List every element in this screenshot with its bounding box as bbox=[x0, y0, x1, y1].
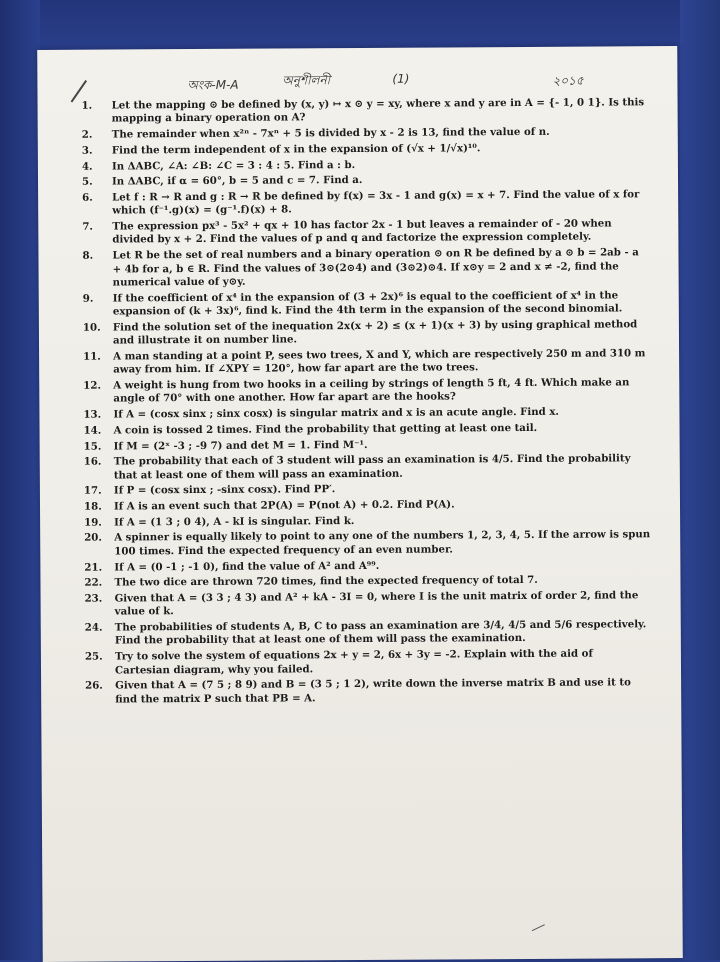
question-text: The probabilities of students A, B, C to pass an examination are 3/4, 4/5 and 5/6 respectively. Find the probability that at least one of them will pass the examination. bbox=[114, 618, 647, 647]
question-item bbox=[84, 497, 650, 514]
question-number: 9. bbox=[82, 292, 94, 305]
question-item bbox=[84, 452, 650, 482]
page-number: (1) bbox=[392, 71, 410, 86]
question-text: In ΔABC, ∠A: ∠B: ∠C = 3 : 4 : 5. Find a : b. bbox=[111, 158, 356, 173]
question-number: 26. bbox=[85, 679, 103, 692]
question-number: 18. bbox=[83, 500, 102, 513]
question-number: 6. bbox=[82, 191, 93, 204]
handwritten-note-mid: অনুশীলনী bbox=[282, 73, 331, 88]
question-text: If M = (2ˣ -3 ; -9 7) and det M = 1. Find M⁻¹. bbox=[113, 438, 368, 453]
question-number: 20. bbox=[84, 531, 102, 545]
question-item bbox=[85, 618, 651, 648]
question-item bbox=[82, 125, 648, 142]
question-number: 19. bbox=[84, 516, 102, 529]
question-number: 5. bbox=[81, 175, 93, 188]
question-list bbox=[82, 96, 652, 709]
question-number: 24. bbox=[84, 621, 103, 634]
question-text: A spinner is equally likely to point to any one of the numbers 1, 2, 3, 4, 5. If the arrow is spun 100 times. Find the expected frequency of an even number. bbox=[114, 528, 651, 558]
question-text: A man standing at a point P, sees two trees, X and Y, which are respectively 250 m and 310 m away from him. If ∠XPY = 120°, how far apart are the two trees. bbox=[113, 347, 646, 376]
question-number: 1. bbox=[81, 99, 93, 112]
question-item bbox=[84, 482, 650, 499]
question-number: 25. bbox=[84, 650, 103, 663]
question-number: 13. bbox=[83, 408, 102, 421]
question-number: 14. bbox=[83, 424, 102, 437]
question-number: 10. bbox=[82, 321, 101, 334]
question-number: 17. bbox=[83, 484, 102, 497]
handwritten-note-left: অংক-M-A bbox=[187, 77, 239, 93]
question-number: 7. bbox=[82, 220, 93, 233]
question-item bbox=[83, 347, 649, 377]
question-number: 4. bbox=[81, 160, 93, 173]
question-text: A weight is hung from two hooks in a ceiling by strings of length 5 ft, 4 ft. Which make an angle of 70° with one another. How far apart are the hooks? bbox=[113, 376, 630, 405]
question-item bbox=[82, 217, 648, 247]
question-text: Let R be the set of real numbers and a binary operation ⊙ on R be defined by a ⊙ b = 2ab - a + 4b for a, b ∈ R. Find the values of 3⊙(2⊙4) and (3⊙2)⊙4. If x⊙y = 2 and x ≠ -2, find the numerical value of y⊙y. bbox=[112, 246, 639, 289]
question-text: If A = (0 -1 ; -1 0), find the value of A² and A⁹⁹. bbox=[114, 559, 380, 574]
binder-background-left bbox=[0, 0, 40, 960]
question-number: 16. bbox=[83, 455, 102, 468]
question-text: The probability that each of 3 student will pass an examination is 4/5. Find the probability that at least one of them will pass an examination. bbox=[113, 452, 631, 482]
question-number: 12. bbox=[83, 379, 102, 392]
question-text: Try to solve the system of equations 2x + y = 2, 6x + 3y = -2. Explain with the aid of Cartesian diagram, why you failed. bbox=[114, 647, 593, 677]
question-item bbox=[84, 558, 650, 575]
question-text: Given that A = (7 5 ; 8 9) and B = (3 5 ; 1 2), write down the inverse matrix B and use it to find the matrix P such that PB = A. bbox=[115, 676, 631, 706]
question-item bbox=[84, 529, 650, 559]
question-text: The remainder when x²ⁿ - 7xⁿ + 5 is divided by x - 2 is 13, find the value of n. bbox=[111, 125, 550, 141]
question-text: Let f : R → R and g : R → R be defined by f(x) = 3x - 1 and g(x) = x + 7. Find the value of x for which (f⁻¹.g)(x) = (g⁻¹.f)(x) + 8. bbox=[112, 188, 640, 217]
handwritten-note-right: ২০১৫ bbox=[552, 73, 584, 88]
question-item bbox=[82, 172, 648, 189]
question-number: 8. bbox=[82, 249, 94, 262]
question-number: 2. bbox=[81, 128, 93, 141]
question-number: 11. bbox=[83, 350, 101, 363]
question-text: Let the mapping ⊙ be defined by (x, y) ↦ x ⊙ y = xy, where x and y are in A = {- 1, 0 1}. Is this mapping a binary operation on A? bbox=[111, 96, 645, 125]
question-item bbox=[84, 513, 650, 530]
pen-scribble bbox=[532, 924, 548, 936]
question-text: If A is an event such that 2P(A) = P(not A) + 0.2. Find P(A). bbox=[113, 498, 455, 513]
question-text: Given that A = (3 3 ; 4 3) and A² + kA - 3I = 0, where I is the unit matrix of order 2, find the value of k. bbox=[114, 589, 639, 618]
question-item bbox=[82, 96, 648, 126]
question-text: If A = (1 3 ; 0 4), A - kI is singular. Find k. bbox=[114, 514, 355, 529]
handwritten-header bbox=[37, 64, 677, 98]
question-text: If the coefficient of x⁴ in the expansion of (3 + 2x)⁶ is equal to the coefficient of x⁴ in the expansion of (k + 3x)⁶, find k. Find the 4th term in the expansion of the second binomial. bbox=[112, 289, 623, 318]
question-item bbox=[85, 589, 651, 619]
question-number: 3. bbox=[81, 144, 93, 157]
question-item bbox=[82, 188, 648, 218]
question-item bbox=[83, 405, 649, 422]
question-item bbox=[84, 573, 650, 590]
question-number: 22. bbox=[84, 576, 103, 589]
question-text: Find the solution set of the inequation 2x(x + 2) ≤ (x + 1)(x + 3) by using graphical method and illustrate it on number line. bbox=[112, 318, 638, 347]
question-text: If P = (cosx sinx ; -sinx cosx). Find PP′. bbox=[113, 483, 336, 497]
question-item bbox=[82, 157, 648, 174]
binder-background-right bbox=[680, 0, 720, 960]
question-number: 15. bbox=[83, 440, 102, 453]
question-number: 21. bbox=[84, 561, 103, 574]
question-item bbox=[84, 421, 650, 438]
question-item bbox=[84, 437, 650, 454]
question-item bbox=[83, 289, 649, 319]
question-item bbox=[82, 141, 648, 158]
question-item bbox=[83, 376, 649, 406]
question-item bbox=[83, 318, 649, 348]
question-text: If A = (cosx sinx ; sinx cosx) is singular matrix and x is an acute angle. Find x. bbox=[113, 405, 559, 421]
question-text: A coin is tossed 2 times. Find the probability that getting at least one tail. bbox=[113, 421, 538, 437]
question-item bbox=[85, 647, 651, 677]
question-number: 23. bbox=[84, 592, 103, 605]
question-text: The two dice are thrown 720 times, find the expected frequency of total 7. bbox=[114, 574, 538, 589]
question-text: The expression px³ - 5x² + qx + 10 has factor 2x - 1 but leaves a remainder of - 20 when divided by x + 2. Find the values of p and q and factorize the expression completely. bbox=[112, 217, 612, 246]
question-item bbox=[85, 676, 651, 706]
question-paper bbox=[37, 46, 683, 962]
question-text: Find the term independent of x in the expansion of (√x + 1/√x)¹⁰. bbox=[111, 142, 481, 157]
question-text: In ΔABC, if α = 60°, b = 5 and c = 7. Find a. bbox=[111, 174, 363, 188]
question-item bbox=[82, 246, 648, 290]
